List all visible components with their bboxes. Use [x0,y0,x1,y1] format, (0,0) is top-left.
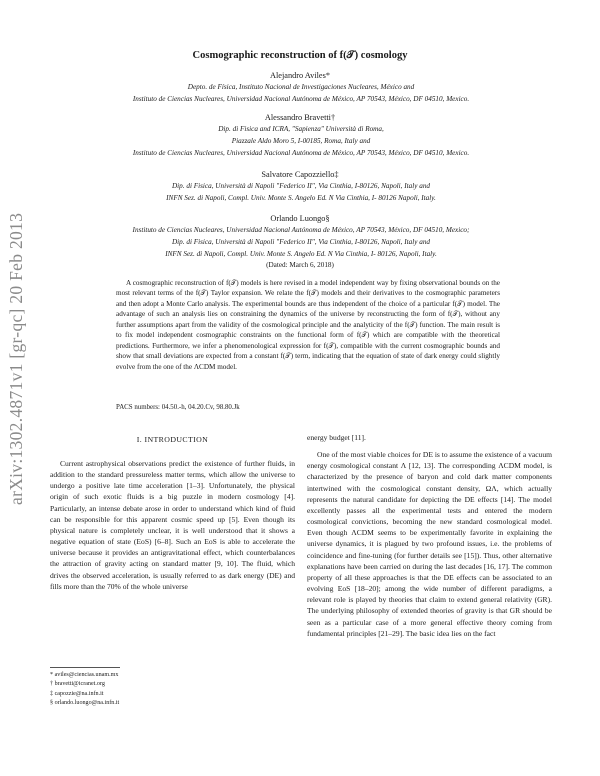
footnote-divider [50,667,120,668]
body-paragraph: Current astrophysical observations predict the existence of further fluids, in addition to the standard pressureless matter terms, which allow the universe to undergo a positive late time acceleration [1–3]. Unfortunately, the physical origin of such exotic fluids is a big puzzle in modern cosmology [4]. Particularly, an intense debate arose in order to understand which kind of fluid can be responsible for this apparent cosmic speed up [5]. Even though its physical nature is completely unclear, it is well understood that it shows a negative equation of state (EoS) [6–8]. Such an EoS is able to accelerate the universe because it provides an antigravitational effect, which counterbalances the attraction of gravity acting on standard matter [9, 10]. The fluid, which drives the observed acceleration, is usually referred to as dark energy (DE) and fills more than the 70% of the whole universe [50,459,295,591]
author-affiliation: Depto. de Física, Instituto Nacional de Investigaciones Nucleares, México and Instituto de Ciencias Nucleares, Universidad Nacional Autónoma de México, AP 70543, México, DF 04510, Mexico. [132,83,470,103]
author-affiliation: Instituto de Ciencias Nucleares, Universidad Nacional Autónoma de México, AP 70543, México, DF 04510, Mexico; Dip. di Fisica, Università di Napoli "Federico II", Via Cinthia, I-80126, Napoli, Italy and INFN Sez. di Napoli, Compl. Univ. Monte S. Angelo Ed. N Via Cinthia, I- 80126, Napoli, Italy. [132,226,470,258]
author-name: Alejandro Aviles* [270,71,330,80]
body-paragraph-continuation: energy budget [11]. [307,433,366,442]
footnote: † bravetti@icranet.org [50,681,105,688]
paper-title: Cosmographic reconstruction of f(𝒯) cosmology [192,50,408,61]
column-right [307,432,552,639]
abstract: A cosmographic reconstruction of f(𝒯) models is here revised in a model independent way by fixing observational bounds on the most relevant terms of the f(𝒯) Taylor expansion. We relate the f(𝒯) models and their derivatives to the cosmographic parameters and then adopt a Monte Carlo analysis. The experimental bounds are thus independent of the choice of a particular f(𝒯) model. The advantage of such an analysis lies on constraining the dynamics of the universe by reconstructing the form of f(𝒯), without any further assumptions apart from the validity of the cosmological principle and the analyticity of the f(𝒯) function. The main result is to fix model independent cosmographic constraints on the functional form of f(𝒯) which are compatible with the theoretical predictions. Furthermore, we infer a phenomenological expression for f(𝒯), compatible with the current cosmographic bounds and show that small deviations are expected from a constant f(𝒯) term, indicating that the equation of state of dark energy could slightly evolve from the one of the ΛCDM model. [116,279,500,371]
footnote: § orlando.luongo@na.infn.it [50,700,120,707]
author-name: Orlando Luongo§ [270,214,330,223]
footnotes [50,671,295,709]
arxiv-identifier: arXiv:1302.4871v1 [gr-qc] 20 Feb 2013 [6,212,26,505]
column-left [50,458,295,592]
author-affiliation: Dip. di Fisica, Università di Napoli "Federico II", Via Cinthia, I-80126, Napoli, Italy and INFN Sez. di Napoli, Compl. Univ. Monte S. Angelo Ed. N Via Cinthia, I- 80126 Napoli, Italy. [166,182,436,202]
date-line: (Dated: March 6, 2018) [266,261,334,269]
author-affiliation: Dip. di Fisica and ICRA, "Sapienza" Università di Roma, Piazzale Aldo Moro 5, I-00185, Roma, Italy and Instituto de Ciencias Nucleares, Universidad Nacional Autónoma de México, AP 70543, México, DF 04510, Mexico. [132,125,470,157]
footnote: ‡ capozzie@na.infn.it [50,690,104,697]
author-name: Salvatore Capozziello‡ [261,170,339,179]
section-heading: I. INTRODUCTION [136,435,209,444]
author-name: Alessandro Bravetti† [264,113,336,122]
body-paragraph: One of the most viable choices for DE is to assume the existence of a vacuum energy cosmological constant Λ [12, 13]. The corresponding ΛCDM model, is characterized by the presence of baryon and cold dark matter components intertwined with the cosmological constant density, ΩΛ, which actually represents the natural candidate for depicting the DE effects [14]. The model excellently passes all the experimental tests and entered the modern cosmological convictions, becoming the new standard cosmological model. Even though ΛCDM seems to be experimentally favorite in explaining the universe dynamics, it is plagued by two profound issues, i.e. the problems of coincidence and fine-tuning (for further details see [15]). Thus, other alternative explanations have been carried on during the last decades [16, 17]. The common property of all these approaches is that the DE effects can be associated to an evolving EoS [18–20]; among the wide number of different paradigms, a relevant role is played by theories that claim to extend general relativity (GR). The underlying philosophy of extended theories of gravity is that GR should be seen as a particular case of a more general effective theory coming from fundamental principles [21–29]. The basic idea lies on the fact [307,450,552,638]
pacs-numbers: PACS numbers: 04.50.-h, 04.20.Cv, 98.80.Jk [116,404,240,411]
footnote: * aviles@ciencias.unam.mx [50,672,119,678]
